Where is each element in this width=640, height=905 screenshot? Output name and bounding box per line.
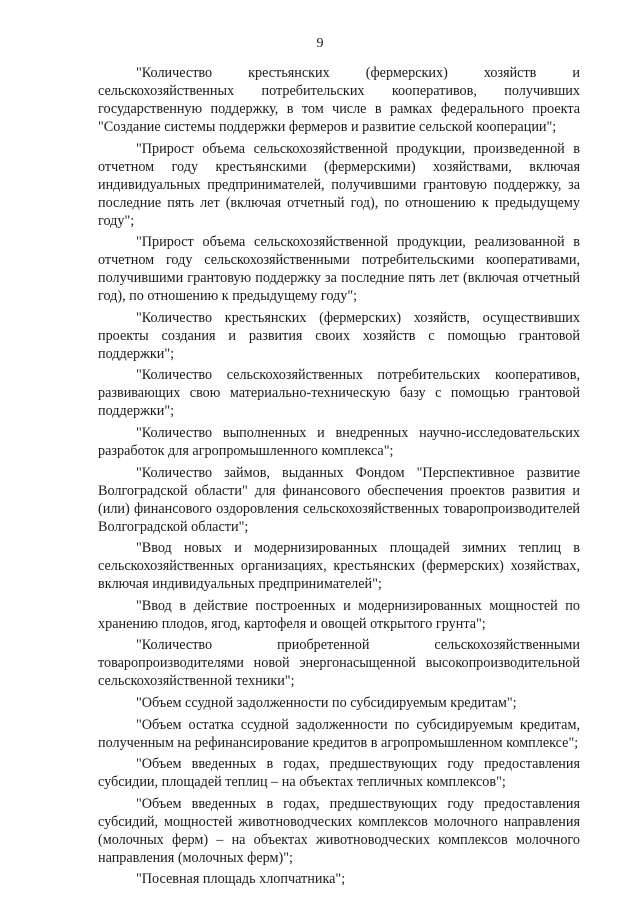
document-body	[98, 64, 580, 892]
paragraph: "Прирост объема сельскохозяйственной продукции, произведенной в отчетном году крестьянскими (фермерскими) хозяйствами, включая индивидуальных предпринимателей, получившими грантовую поддержку, за последние пять лет (включая отчетный год), по отношению к предыдущему году";	[98, 140, 580, 229]
paragraph: "Количество крестьянских (фермерских) хозяйств, осуществивших проекты создания и развития своих хозяйств с помощью грантовой поддержки";	[98, 309, 580, 362]
paragraph: "Объем введенных в годах, предшествующих году предоставления субсидий, мощностей животноводческих комплексов молочного направления (молочных ферм) – на объектах животноводческих комплексов молочного направления (молочных ферм)";	[98, 795, 580, 866]
paragraph: "Объем введенных в годах, предшествующих году предоставления субсидии, площадей теплиц – на объектах тепличных комплексов";	[98, 756, 580, 791]
paragraph: "Объем остатка ссудной задолженности по субсидируемым кредитам, полученным на рефинансирование кредитов в агропромышленном комплексе";	[98, 716, 580, 751]
page-number: 9	[316, 36, 324, 51]
paragraph: "Количество сельскохозяйственных потребительских кооперативов, развивающих свою материально-техническую базу с помощью грантовой поддержки";	[98, 367, 580, 420]
paragraph: "Количество крестьянских (фермерских) хозяйств и сельскохозяйственных потребительских кооперативов, получивших государственную поддержку, в том числе в рамках федерального проекта "Создание системы поддержки фермеров и развитие сельской кооперации";	[98, 65, 580, 135]
paragraph: "Объем ссудной задолженности по субсидируемым кредитам";	[136, 694, 517, 711]
paragraph: "Прирост объема сельскохозяйственной продукции, реализованной в отчетном году сельскохозяйственными потребительскими кооперативами, получившими грантовую поддержку за последние пять лет (включая отчетный год), по отношению к предыдущему году";	[98, 234, 580, 305]
paragraph: "Ввод в действие построенных и модернизированных мощностей по хранению плодов, ягод, картофеля и овощей открытого грунта";	[98, 597, 580, 632]
paragraph: "Количество выполненных и внедренных научно-исследовательских разработок для агропромышленного комплекса";	[98, 424, 580, 459]
paragraph: "Ввод новых и модернизированных площадей зимних теплиц в сельскохозяйственных организациях, крестьянских (фермерских) хозяйствах, включая индивидуальных предпринимателей";	[98, 540, 580, 593]
paragraph: "Количество приобретенной сельскохозяйственными товаропроизводителями новой энергонасыщенной высокопроизводительной сельскохозяйственной техники";	[98, 637, 580, 690]
paragraph: "Количество займов, выданных Фондом "Перспективное развитие Волгоградской области" для финансового обеспечения проектов развития и (или) финансового оздоровления сельскохозяйственных товаропроизводителей Волгоградской области";	[98, 464, 580, 535]
paragraph: "Посевная площадь хлопчатника";	[136, 871, 346, 888]
